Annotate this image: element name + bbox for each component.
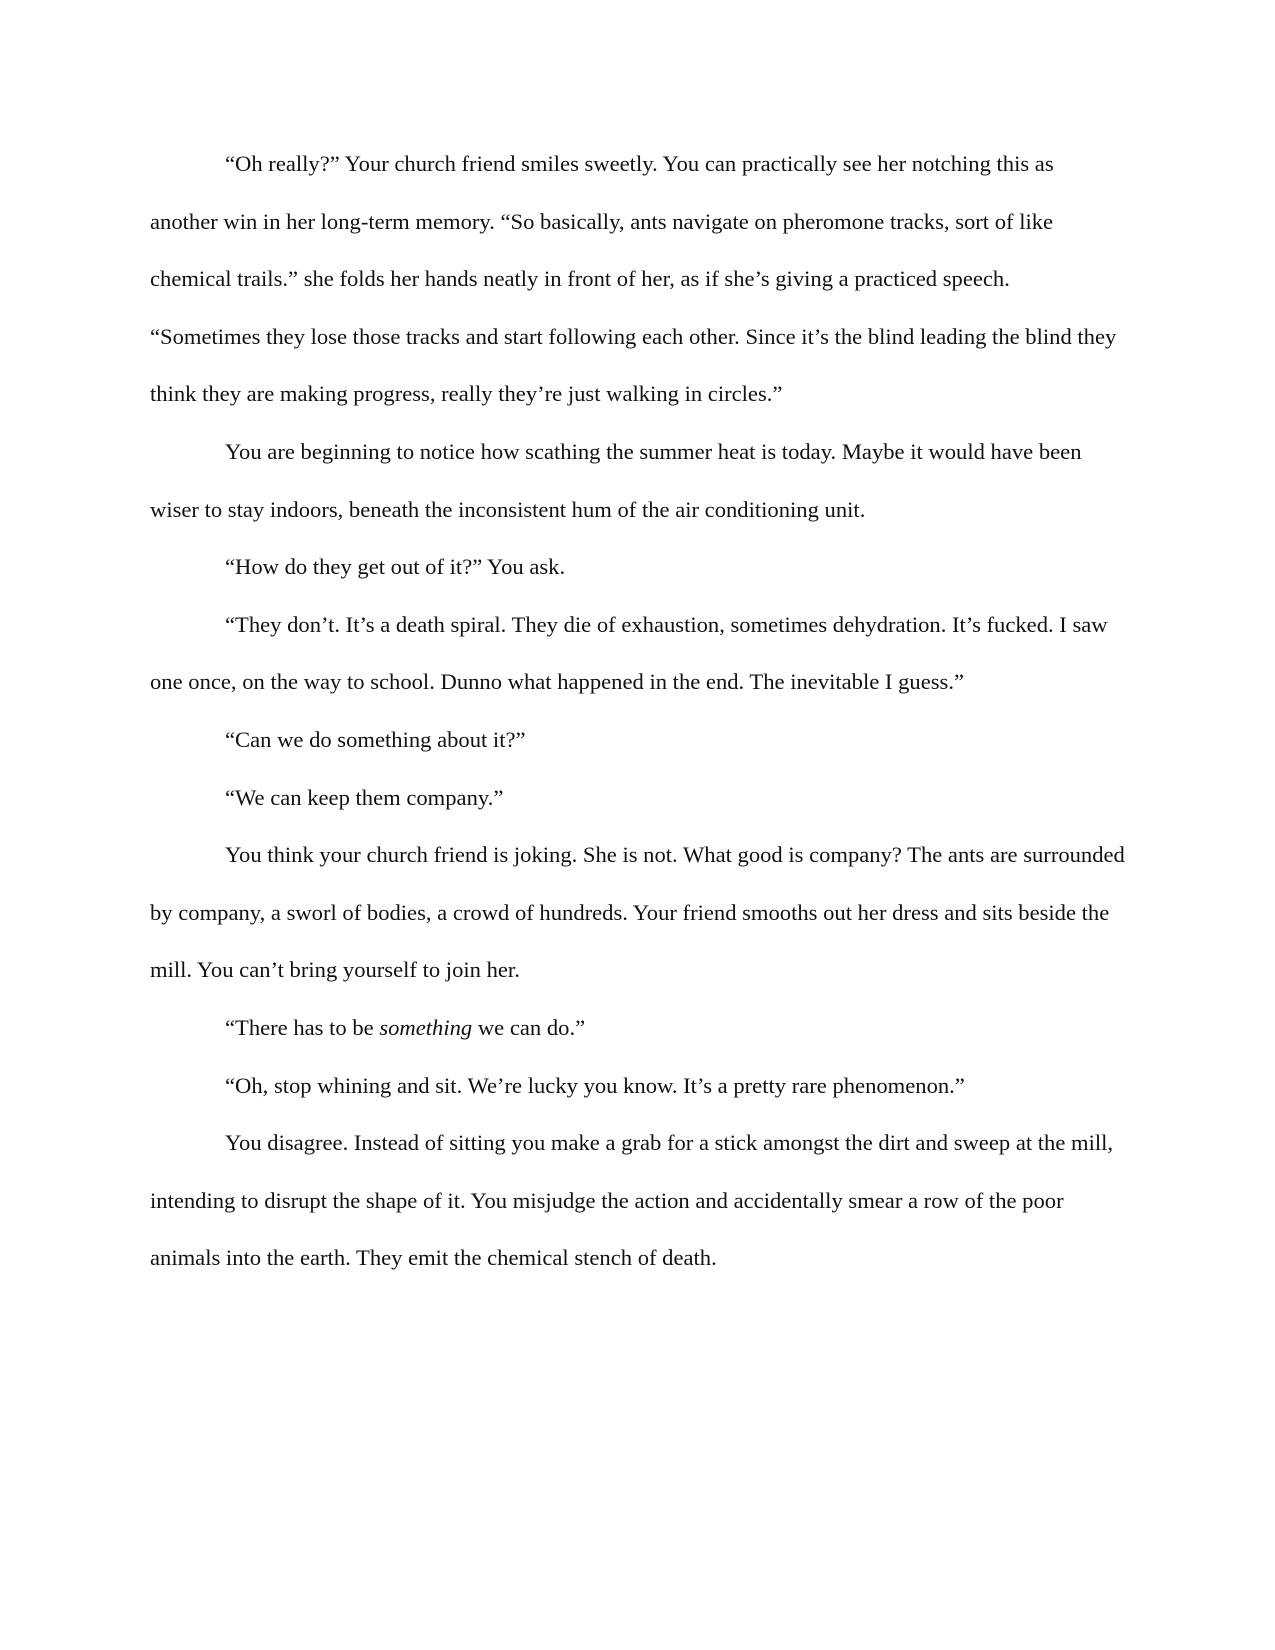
paragraph-4: “They don’t. It’s a death spiral. They die of exhaustion, sometimes dehydration. It’s fucked. I saw one once, on the way to school. Dunno what happened in the end. The inevitable I guess.” bbox=[150, 611, 1108, 695]
body-text bbox=[150, 135, 1125, 1287]
paragraph-6: “We can keep them company.” bbox=[225, 784, 504, 810]
paragraph-9: “Oh, stop whining and sit. We’re lucky you know. It’s a pretty rare phenomenon.” bbox=[225, 1072, 965, 1098]
paragraph-5: “Can we do something about it?” bbox=[225, 726, 526, 752]
paragraph-3: “How do they get out of it?” You ask. bbox=[225, 554, 566, 580]
paragraph-1: “Oh really?” Your church friend smiles sweetly. You can practically see her notching this as another win in her long-term memory. “So basically, ants navigate on pheromone tracks, sort of like chemical trails.” she folds her hands neatly in front of her, as if she’s giving a practiced speech. “Sometimes they lose those tracks and start following each other. Since it’s the blind leading the blind they think they are making progress, really they’re just walking in circles.” bbox=[150, 151, 1117, 407]
paragraph-8-before: “There has to be bbox=[225, 1014, 380, 1040]
paragraph-10: You disagree. Instead of sitting you make a grab for a stick amongst the dirt and sweep at the mill, intending to disrupt the shape of it. You misjudge the action and accidentally smear a row of the poor animals into the earth. They emit the chemical stench of death. bbox=[150, 1130, 1114, 1271]
paragraph-2: You are beginning to notice how scathing the summer heat is today. Maybe it would have been wiser to stay indoors, beneath the inconsistent hum of the air conditioning unit. bbox=[150, 438, 1082, 522]
paragraph-8-after: we can do.” bbox=[472, 1014, 586, 1040]
paragraph-8-italic: something bbox=[379, 1014, 473, 1040]
paragraph-8 bbox=[150, 999, 1125, 1057]
paragraph-7: You think your church friend is joking. She is not. What good is company? The ants are surrounded by company, a sworl of bodies, a crowd of hundreds. Your friend smooths out her dress and sits beside the mill. You can’t bring yourself to join her. bbox=[150, 842, 1125, 983]
